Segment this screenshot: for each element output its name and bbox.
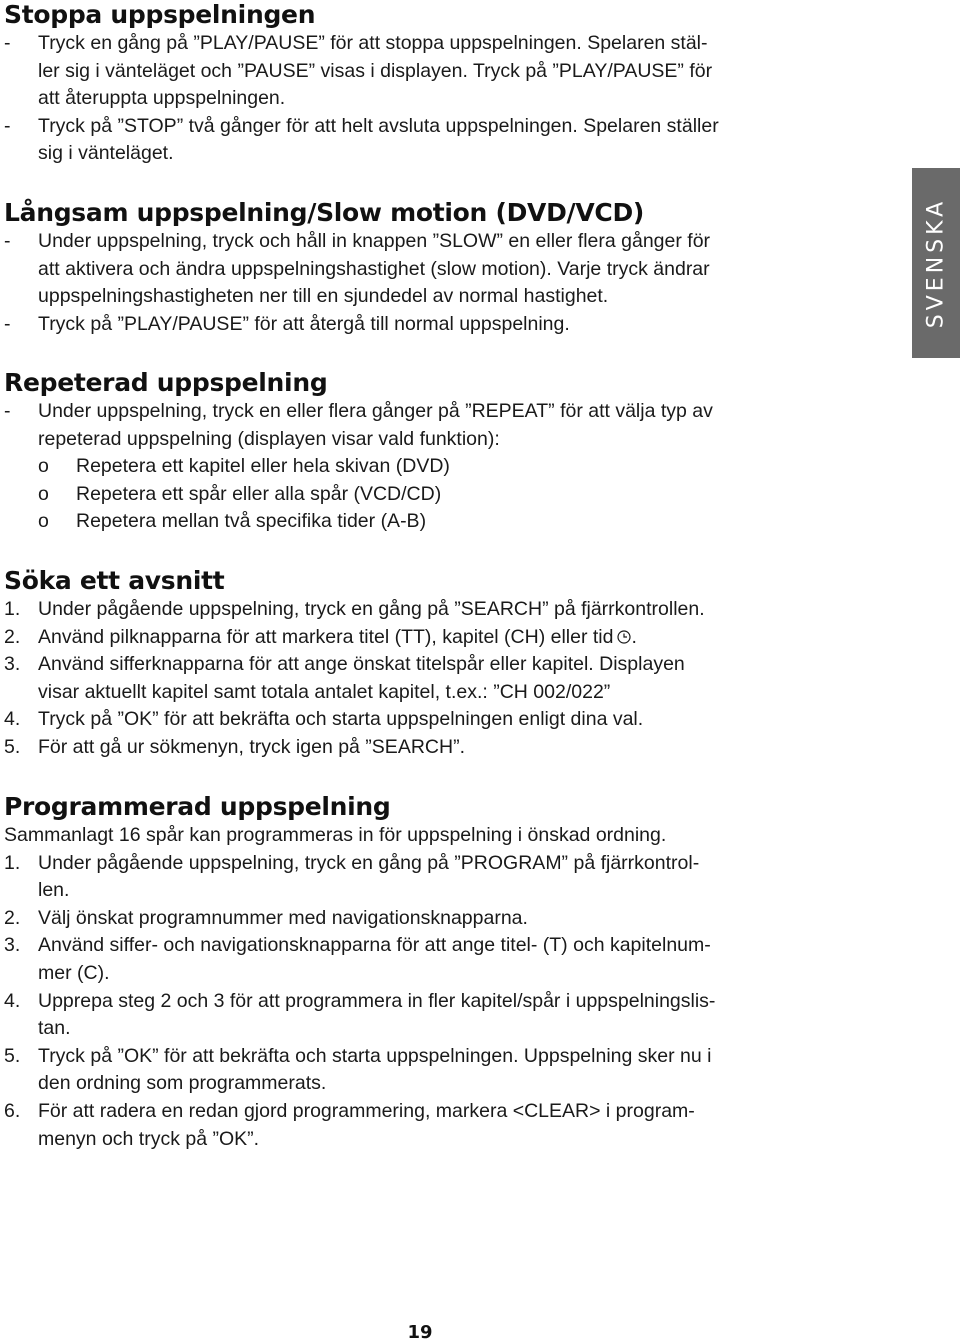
bullet-marker: o: [38, 510, 49, 533]
sub-list-item: [38, 508, 864, 536]
text-line: len.: [38, 879, 70, 902]
text-fragment: Använd pilknapparna för att markera titel (TT), kapitel (CH) eller tid: [38, 625, 614, 648]
list-item: [4, 905, 864, 933]
list-item: [4, 651, 864, 706]
list-item: [4, 30, 864, 113]
text-line: För att gå ur sökmenyn, tryck igen på ”SEARCH”.: [38, 735, 465, 758]
bullet-marker: -: [4, 230, 11, 252]
step-number: 1.: [4, 851, 21, 874]
text-line: ler sig i vänteläget och ”PAUSE” visas i displayen. Tryck på ”PLAY/PAUSE” för: [38, 59, 713, 82]
list-item: [4, 113, 864, 168]
step-number: 4.: [4, 708, 21, 731]
heading-repeat: Repeterad uppspelning: [4, 368, 328, 397]
step-number: 5.: [4, 735, 21, 758]
text-line: Repetera ett kapitel eller hela skivan (DVD): [76, 455, 450, 478]
step-number: 5.: [4, 1044, 21, 1067]
list-item: [4, 596, 864, 624]
text-line: mer (C).: [38, 961, 110, 984]
text-line: sig i vänteläget.: [38, 142, 174, 165]
text-line: Under pågående uppspelning, tryck en gång på ”SEARCH” på fjärrkontrollen.: [38, 598, 705, 620]
sub-list-item: [38, 481, 864, 509]
language-side-tab: [912, 168, 960, 358]
text-line: uppspelningshastigheten ner till en sjundedel av normal hastighet.: [38, 285, 609, 308]
clock-icon: [617, 630, 631, 644]
list-item: [4, 932, 864, 987]
text-line: att aktivera och ändra uppspelningshastighet (slow motion). Varje tryck ändrar: [38, 257, 710, 280]
text-line: Repetera ett spår eller alla spår (VCD/CD): [76, 482, 442, 505]
language-label: SVENSKA: [923, 197, 949, 329]
heading-stop: Stoppa uppspelningen: [4, 0, 316, 29]
text-line: Välj önskat programnummer med navigationsknapparna.: [38, 906, 528, 929]
list-item: [4, 988, 864, 1043]
step-number: 6.: [4, 1099, 21, 1122]
sub-list-item: [38, 453, 864, 481]
step-number: 1.: [4, 598, 21, 620]
step-number: 3.: [4, 934, 21, 957]
list-item: [4, 398, 864, 453]
text-line: tan.: [38, 1017, 71, 1040]
text-line: Tryck på ”PLAY/PAUSE” för att återgå till normal uppspelning.: [38, 312, 570, 335]
heading-search: Söka ett avsnitt: [4, 566, 225, 595]
text-line: menyn och tryck på ”OK”.: [38, 1127, 260, 1150]
text-line: [38, 624, 864, 652]
text-line: Tryck en gång på ”PLAY/PAUSE” för att stoppa uppspelningen. Spelaren stäl-: [38, 32, 708, 54]
text-line: Tryck på ”OK” för att bekräfta och starta uppspelningen enligt dina val.: [38, 708, 644, 731]
bullet-marker: -: [4, 114, 11, 137]
list-item: [4, 850, 864, 905]
text-line: Använd sifferknapparna för att ange önskat titelspår eller kapitel. Displayen: [38, 653, 685, 676]
page-number: 19: [407, 1322, 433, 1343]
step-number: 4.: [4, 989, 21, 1012]
step-number: 2.: [4, 906, 21, 929]
step-number: 3.: [4, 653, 21, 676]
step-number: 2.: [4, 625, 21, 648]
text-line: För att radera en redan gjord programmering, markera <CLEAR> i program-: [38, 1099, 695, 1122]
text-line: repeterad uppspelning (displayen visar vald funktion):: [38, 427, 500, 450]
list-item: [4, 228, 864, 311]
section-slow-motion: [4, 198, 864, 338]
list-item: [4, 734, 864, 762]
intro-text: Sammanlagt 16 spår kan programmeras in för uppspelning i önskad ordning.: [4, 824, 667, 846]
text-line: Under uppspelning, tryck och håll in knappen ”SLOW” en eller flera gånger för: [38, 230, 711, 252]
bullet-marker: o: [38, 455, 49, 478]
list-item: [4, 311, 864, 339]
section-search: [4, 566, 864, 762]
text-line: Tryck på ”STOP” två gånger för att helt avsluta uppspelningen. Spelaren ställer: [38, 114, 719, 137]
bullet-marker: -: [4, 312, 11, 335]
text-line: Använd siffer- och navigationsknapparna för att ange titel- (T) och kapitelnum-: [38, 934, 711, 957]
heading-program: Programmerad uppspelning: [4, 792, 391, 821]
section-stop: [4, 0, 864, 168]
text-line: Under pågående uppspelning, tryck en gång på ”PROGRAM” på fjärrkontrol-: [38, 851, 700, 874]
text-line: Upprepa steg 2 och 3 för att programmera in fler kapitel/spår i uppspelningslis-: [38, 989, 716, 1012]
text-line: den ordning som programmerats.: [38, 1072, 327, 1095]
list-item: [4, 1043, 864, 1098]
list-item: [4, 1098, 864, 1153]
text-line: att återuppta uppspelningen.: [38, 87, 286, 110]
bullet-marker: -: [4, 400, 11, 422]
list-item: [4, 706, 864, 734]
section-program: [4, 792, 864, 1153]
text-line: Tryck på ”OK” för att bekräfta och starta uppspelningen. Uppspelning sker nu i: [38, 1044, 712, 1067]
text-line: Repetera mellan två specifika tider (A-B): [76, 510, 427, 533]
text-fragment: .: [631, 625, 637, 648]
text-line: visar aktuellt kapitel samt totala antalet kapitel, t.ex.: ”CH 002/022”: [38, 680, 611, 703]
bullet-marker: o: [38, 482, 49, 505]
text-line: Under uppspelning, tryck en eller flera gånger på ”REPEAT” för att välja typ av: [38, 400, 713, 422]
heading-slow-motion: Långsam uppspelning/Slow motion (DVD/VCD): [4, 198, 645, 227]
list-item: [4, 624, 864, 652]
bullet-marker: -: [4, 32, 11, 54]
section-repeat: [4, 368, 864, 536]
